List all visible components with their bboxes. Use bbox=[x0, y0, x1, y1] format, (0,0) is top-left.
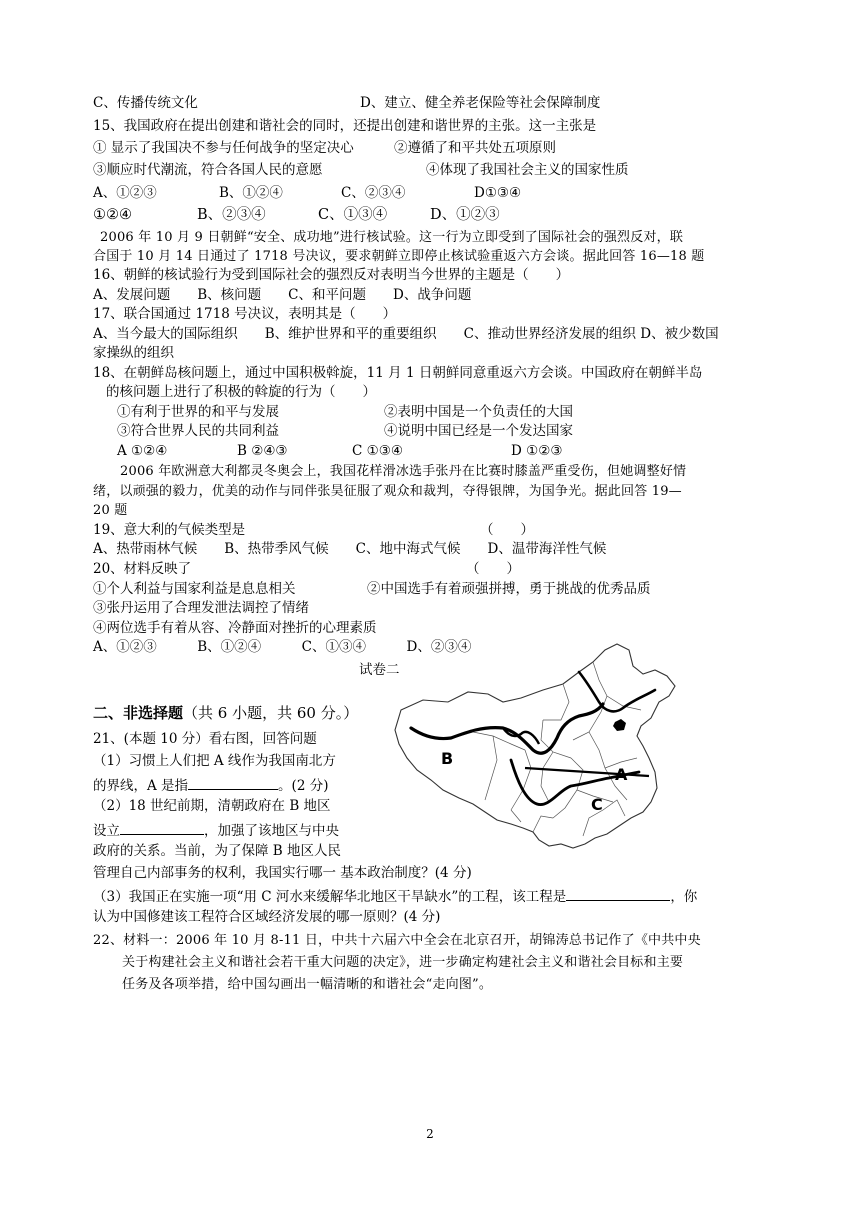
q21-part-2-line-4: 管理自己内部事务的权利，我国实行哪一 基本政治制度？(4 分) bbox=[93, 865, 472, 881]
q20-item-1: ①个人利益与国家利益是息息相关 bbox=[93, 581, 296, 597]
q14-option-d: D、建立、健全养老保险等社会保障制度 bbox=[360, 95, 601, 111]
material-nk-line-1: 2006 年 10 月 9 日朝鲜“安全、成功地”进行核试验。这一行为立即受到了国际社会的强烈反对，联 bbox=[100, 230, 684, 245]
china-map-figure bbox=[393, 640, 687, 855]
q18-stem-line-2: 的核问题上进行了积极的斡旋的行为（ ） bbox=[106, 384, 376, 400]
q15-stray-d: D、①②③ bbox=[430, 207, 500, 223]
material-olympic-line-2: 绪，以顽强的毅力，优美的动作与同伴张昊征服了观众和裁判，夺得银牌，为国争光。据此回答 19— bbox=[93, 484, 682, 499]
q21-answer-blank-1[interactable] bbox=[188, 775, 278, 790]
q18-item-4: ④说明中国已经是一个发达国家 bbox=[384, 423, 573, 439]
q20-answer-paren: （ ） bbox=[466, 561, 520, 577]
q18-option-b: B ②④③ bbox=[237, 443, 288, 459]
map-label-c: C bbox=[591, 795, 603, 814]
q20-item-3: ③张丹运用了合理发泄法调控了情绪 bbox=[93, 600, 309, 616]
q20-item-2: ②中国选手有着顽强拼搏，勇于挑战的优秀品质 bbox=[367, 581, 651, 597]
material-olympic-line-3: 20 题 bbox=[93, 503, 128, 518]
q15-item-4: ④体现了我国社会主义的国家性质 bbox=[426, 162, 629, 178]
q21-answer-blank-2[interactable] bbox=[120, 820, 204, 835]
q21-part-2-line-1: （2）18 世纪前期，清朝政府在 B 地区 bbox=[93, 798, 331, 814]
q22-line-2: 关于构建社会主义和谐社会若干重大问题的决定》，进一步确定构建社会主义和谐社会目标和主要 bbox=[122, 955, 684, 970]
china-outline bbox=[395, 644, 675, 848]
q17-options-line-2: 家操纵的组织 bbox=[93, 345, 174, 361]
q15-item-1: ① 显示了我国决不参与任何战争的坚定决心 bbox=[93, 140, 354, 156]
q18-stem-line-1: 18、在朝鲜岛核问题上，通过中国积极斡旋，11 月 1 日朝鲜同意重返六方会谈。中国政府在朝鲜半岛 bbox=[93, 365, 703, 381]
q21-part-2-line-3: 政府的关系。当前，为了保障 B 地区人民 bbox=[93, 843, 342, 859]
q18-item-3: ③符合世界人民的共同利益 bbox=[117, 423, 279, 439]
q15-item-2: ②遵循了和平共处五项原则 bbox=[394, 140, 556, 156]
beijing-marker bbox=[613, 719, 626, 731]
q21-part-3-line-1 bbox=[93, 886, 697, 907]
material-olympic-line-1: 2006 年欧洲意大利都灵冬奥会上，我国花样滑冰选手张丹在比赛时膝盖严重受伤，但她调整好情 bbox=[120, 464, 687, 479]
q21-part-2-text-b: ，加强了该地区与中央 bbox=[204, 823, 339, 839]
q16-options: A、发展问题 B、核问题 C、和平问题 D、战争问题 bbox=[93, 287, 472, 303]
q21-part-3-line-2: 认为中国修建该工程符合区域经济发展的哪一原则？(4 分) bbox=[93, 909, 441, 925]
q22-line-1: 22、材料一：2006 年 10 月 8-11 日，中共十六届六中全会在北京召开，胡锦涛总书记作了《中共中央 bbox=[93, 933, 701, 948]
q15-stray-b: B、②③④ bbox=[197, 207, 266, 223]
q21-answer-blank-3[interactable] bbox=[566, 886, 670, 901]
paper-2-title: 试卷二 bbox=[359, 662, 400, 678]
q19-stem: 19、意大利的气候类型是 bbox=[93, 522, 246, 538]
q19-options: A、热带雨林气候 B、热带季风气候 C、地中海式气候 D、温带海洋性气候 bbox=[93, 541, 607, 557]
q21-part-2-line-2 bbox=[93, 820, 339, 841]
q21-part-1-text-a: 的界线，A 是指 bbox=[93, 778, 189, 794]
q21-stem: 21、(本题 10 分）看右图，回答问题 bbox=[93, 731, 317, 747]
page-number: 2 bbox=[426, 1127, 434, 1141]
q15-option-b: B、①②④ bbox=[219, 185, 283, 201]
q15-option-a: A、①②③ bbox=[93, 185, 157, 201]
q17-stem: 17、联合国通过 1718 号决议，表明其是（ ） bbox=[93, 306, 397, 322]
section-2-note: （共 6 小题，共 60 分。） bbox=[183, 704, 359, 722]
q18-option-d: D ①②③ bbox=[511, 443, 563, 459]
q16-stem: 16、朝鲜的核试验行为受到国际社会的强烈反对表明当今世界的主题是（ ） bbox=[93, 267, 570, 283]
q15-option-d: D①③④ bbox=[474, 185, 522, 201]
q22-line-3: 任务及各项举措，给中国勾画出一幅清晰的和谐社会“走向图”。 bbox=[122, 977, 493, 992]
q21-part-3-text-b: ，你 bbox=[670, 889, 698, 905]
q15-stray-a: ①②④ bbox=[93, 207, 132, 223]
q20-options: A、①②③ B、①②④ C、①③④ D、②③④ bbox=[93, 639, 472, 655]
section-2-heading bbox=[93, 703, 358, 723]
q21-part-1-line-1: （1）习惯上人们把 A 线作为我国南北方 bbox=[93, 753, 336, 769]
q18-item-2: ②表明中国是一个负责任的大国 bbox=[384, 404, 573, 420]
q19-answer-paren: （ ） bbox=[480, 522, 534, 538]
map-label-a: A bbox=[615, 765, 628, 784]
material-nk-line-2: 合国于 10 月 14 日通过了 1718 号决议，要求朝鲜立即停止核试验重返六方会谈。据此回答 16—18 题 bbox=[93, 249, 705, 264]
q15-item-3: ③顺应时代潮流，符合各国人民的意愿 bbox=[93, 162, 323, 178]
q21-part-1-line-2 bbox=[93, 775, 328, 796]
section-2-title: 二、非选择题 bbox=[93, 704, 184, 722]
q20-stem: 20、材料反映了 bbox=[93, 561, 192, 577]
q17-options-line-1: A、当今最大的国际组织 B、维护世界和平的重要组织 C、推动世界经济发展的组织 D、被少数国 bbox=[93, 326, 719, 342]
yellow-river bbox=[411, 704, 603, 753]
q20-item-4: ④两位选手有着从容、冷静面对挫折的心理素质 bbox=[93, 620, 377, 636]
q18-item-1: ①有利于世界的和平与发展 bbox=[117, 404, 279, 420]
q14-option-c: C、传播传统文化 bbox=[93, 95, 198, 111]
map-label-b: B bbox=[441, 749, 454, 768]
q15-stray-c: C、①③④ bbox=[318, 207, 388, 223]
q21-part-1-text-b: 。(2 分) bbox=[278, 778, 329, 794]
q15-stem: 15、我国政府在提出创建和谐社会的同时，还提出创建和谐世界的主张。这一主张是 bbox=[93, 118, 597, 134]
q21-part-3-text-a: （3）我国正在实施一项“用 C 河水来缓解华北地区干旱缺水”的工程，该工程是 bbox=[93, 889, 567, 905]
q18-option-c: C ①③④ bbox=[352, 443, 403, 459]
q18-option-a: A ①②④ bbox=[117, 443, 168, 459]
q21-part-2-text-a: 设立 bbox=[93, 823, 120, 839]
northern-boundary bbox=[579, 672, 655, 711]
q15-option-c: C、②③④ bbox=[341, 185, 406, 201]
